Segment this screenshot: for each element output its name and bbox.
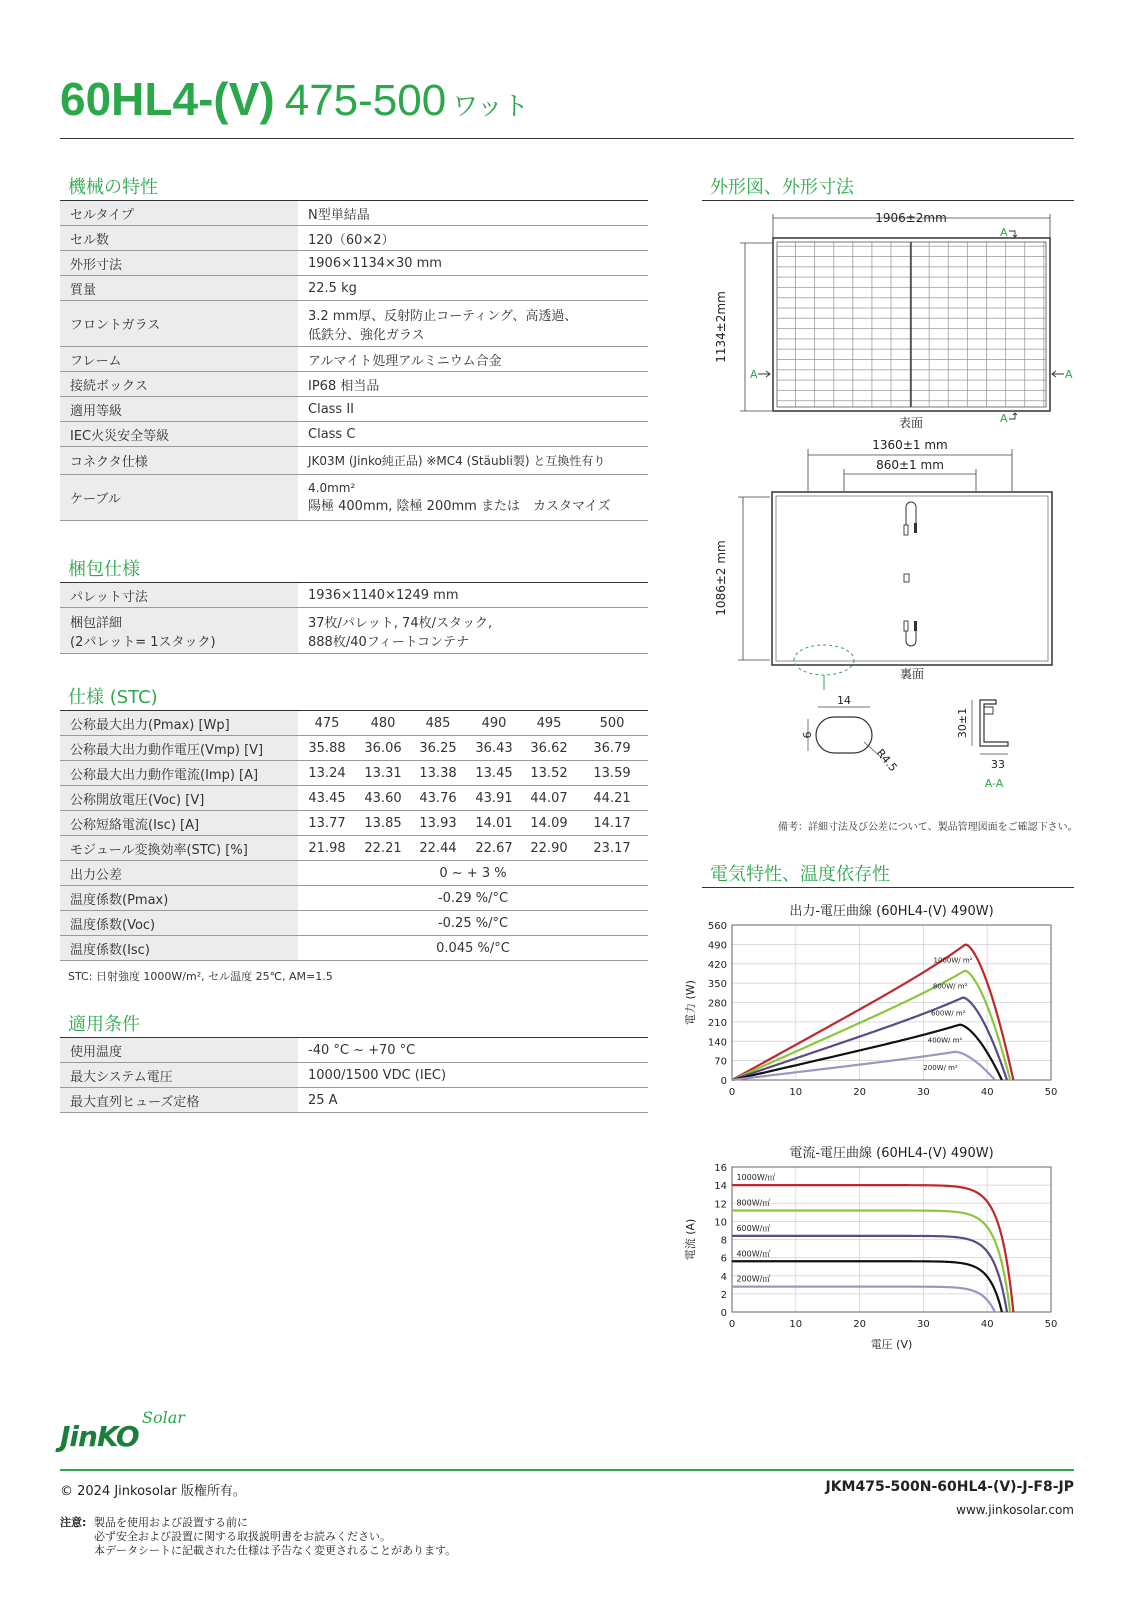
section-marker-top: A (1000, 226, 1008, 239)
table-row (60, 608, 648, 654)
table-cell: 0 ~ + 3 % (298, 861, 648, 886)
table-row (60, 226, 648, 251)
table-cell: 13.38 (410, 761, 466, 786)
front-view-label: 表面 (898, 416, 924, 430)
table-cell: -0.29 %/°C (298, 886, 648, 911)
y-tick-label: 6 (720, 1253, 727, 1265)
table-cell: 35.88 (298, 736, 356, 761)
series-label: 1000W/ m² (933, 956, 973, 965)
y-tick-label: 490 (707, 940, 727, 952)
back-span1-label: 1360±1 mm (872, 438, 948, 452)
front-view (714, 211, 1073, 430)
series-line (732, 1287, 995, 1312)
row-value: 120（60×2） (298, 226, 648, 251)
power-range: 475-500 (284, 76, 447, 125)
y-tick-label: 2 (720, 1289, 727, 1301)
row-value: 1906×1134×30 mm (298, 251, 648, 276)
table-cell: 13.24 (298, 761, 356, 786)
connector-icon (914, 523, 917, 533)
mounting-hole (816, 717, 872, 753)
row-label: セルタイプ (60, 201, 298, 226)
row-label: 公称最大出力(Pmax) [Wp] (60, 711, 298, 736)
conditions-title: 適用条件 (68, 1014, 140, 1035)
series-label: 800W/ m² (932, 982, 968, 991)
table-cell: 44.07 (522, 786, 576, 811)
junction-box-icon (904, 574, 909, 582)
chart-title: 出力-電圧曲線 (60HL4-(V) 490W) (789, 904, 994, 919)
series-label: 200W/㎡ (736, 1274, 771, 1284)
table-cell: 44.21 (576, 786, 648, 811)
table-cell: 43.91 (466, 786, 522, 811)
row-value: -40 °C ~ +70 °C (298, 1038, 648, 1063)
connector-icon (904, 525, 908, 535)
table-cell: 43.45 (298, 786, 356, 811)
y-tick-label: 350 (707, 979, 727, 991)
model-name: 60HL4-(V) (60, 73, 275, 125)
x-tick-label: 20 (853, 1087, 866, 1098)
hole-radius-label: R4.5 (873, 746, 900, 775)
x-tick-label: 50 (1044, 1087, 1058, 1098)
hole-height-label: 9 (800, 731, 813, 739)
hole-width-label: 14 (837, 694, 851, 707)
table-row (60, 251, 648, 276)
x-tick-label: 40 (980, 1319, 994, 1330)
table-cell: 36.43 (466, 736, 522, 761)
table-cell: 14.09 (522, 811, 576, 836)
mechanical-title: 機械の特性 (68, 177, 158, 198)
row-label (60, 608, 298, 654)
table-cell: 13.93 (410, 811, 466, 836)
module-drawing (700, 205, 1080, 830)
table-cell: 22.44 (410, 836, 466, 861)
section-marker-bottom: A (1000, 412, 1008, 425)
table-cell: 480 (356, 711, 410, 736)
power-voltage-chart (684, 904, 1090, 1130)
stc-title: 仕様 (STC) (68, 687, 158, 708)
y-tick-label: 4 (720, 1271, 727, 1283)
arrow-icon (1009, 231, 1017, 237)
table-row (60, 811, 648, 836)
row-label: 出力公差 (60, 861, 298, 886)
row-label: 質量 (60, 276, 298, 301)
frame-height-label: 30±1 (956, 707, 969, 739)
row-value: IP68 相当品 (298, 372, 648, 397)
x-tick-label: 30 (917, 1087, 930, 1098)
table-cell: 21.98 (298, 836, 356, 861)
series-line (732, 1185, 1013, 1312)
row-label: セル数 (60, 226, 298, 251)
note-line: 必ず安全および設置に関する取扱説明書をお読みください。 (94, 1530, 391, 1543)
table-row (60, 761, 648, 786)
table-row (60, 786, 648, 811)
series-line (732, 945, 1013, 1080)
website-link[interactable]: www.jinkosolar.com (956, 1503, 1074, 1517)
table-row (60, 301, 648, 347)
row-value-line2: 低鉄分、強化ガラス (308, 327, 425, 343)
front-height-label: 1134±2mm (714, 291, 728, 363)
series-label: 600W/㎡ (736, 1223, 771, 1233)
row-label: 外形寸法 (60, 251, 298, 276)
drawing-remark: 備考：詳細寸法及び公差について、製品管理図面をご確認下さい。 (778, 822, 1078, 833)
row-label: 適用等級 (60, 397, 298, 422)
table-cell: 36.06 (356, 736, 410, 761)
row-value: 25 A (298, 1088, 648, 1113)
note-line: 本データシートに記載された仕様は予告なく変更されることがあります。 (94, 1544, 457, 1557)
table-cell: 23.17 (576, 836, 648, 861)
row-value: Class II (298, 397, 648, 422)
row-label-line1: 梱包詳細 (70, 615, 123, 631)
section-marker-left: A (750, 368, 758, 381)
y-tick-label: 210 (707, 1017, 727, 1029)
row-label: パレット寸法 (60, 583, 298, 608)
series-label: 600W/ m² (930, 1009, 966, 1018)
table-row (60, 861, 648, 886)
frame-profile-inner (984, 707, 993, 714)
row-value-line2: 888枚/40フィートコンテナ (308, 634, 470, 650)
table-row (60, 936, 648, 961)
series-line (732, 1236, 1007, 1312)
stc-note: STC: 日射強度 1000W/m², セル温度 25℃, AM=1.5 (68, 970, 333, 983)
x-tick-label: 10 (789, 1087, 803, 1098)
row-value: アルマイト処理アルミニウム合金 (298, 347, 648, 372)
series-label: 200W/ m² (923, 1063, 958, 1072)
table-cell: 500 (576, 711, 648, 736)
back-height-label: 1086±2 mm (714, 540, 728, 616)
row-value-line1: 3.2 mm厚、反射防止コーティング、高透過、 (308, 308, 578, 324)
page-title (60, 72, 529, 126)
row-value (298, 608, 648, 654)
series-label: 400W/㎡ (736, 1249, 771, 1259)
row-label: 温度係数(Isc) (60, 936, 298, 961)
y-tick-label: 0 (720, 1308, 727, 1319)
table-row (60, 201, 648, 226)
table-cell: 13.52 (522, 761, 576, 786)
row-value (298, 475, 648, 521)
table-cell: 43.60 (356, 786, 410, 811)
row-value: 1000/1500 VDC (IEC) (298, 1063, 648, 1088)
row-value-line1: 37枚/パレット, 74枚/スタック, (308, 615, 493, 631)
table-cell: 485 (410, 711, 466, 736)
electrical-rule (702, 887, 1074, 888)
y-tick-label: 560 (707, 921, 727, 932)
table-cell: 495 (522, 711, 576, 736)
x-tick-label: 20 (853, 1319, 866, 1330)
series-label: 400W/ m² (927, 1036, 963, 1045)
table-cell: 490 (466, 711, 522, 736)
row-label: 公称開放電圧(Voc) [V] (60, 786, 298, 811)
row-value-line1: 4.0mm² (308, 481, 356, 495)
table-cell: 22.90 (522, 836, 576, 861)
table-cell: 14.01 (466, 811, 522, 836)
back-view-label: 裏面 (899, 667, 925, 681)
electrical-title: 電気特性、温度依存性 (710, 864, 890, 885)
table-row (60, 1063, 648, 1088)
table-cell: 36.25 (410, 736, 466, 761)
y-tick-label: 16 (714, 1163, 727, 1174)
table-row (60, 422, 648, 447)
row-label: 最大直列ヒューズ定格 (60, 1088, 298, 1113)
row-label: IEC火災安全等級 (60, 422, 298, 447)
note-label: 注意: (60, 1516, 87, 1529)
series-label: 1000W/㎡ (736, 1173, 776, 1183)
table-cell: 36.62 (522, 736, 576, 761)
row-label: フレーム (60, 347, 298, 372)
front-width-label: 1906±2mm (875, 211, 947, 225)
mounting-hole-detail (800, 694, 900, 774)
chart-title: 電流-電圧曲線 (60HL4-(V) 490W) (789, 1146, 994, 1161)
table-cell: 13.59 (576, 761, 648, 786)
x-tick-label: 0 (728, 1319, 736, 1330)
y-tick-label: 12 (714, 1199, 727, 1211)
table-cell: 0.045 %/°C (298, 936, 648, 961)
footer-rule (60, 1469, 1074, 1471)
series-label: 800W/㎡ (736, 1198, 771, 1208)
arrow-icon (1009, 413, 1017, 419)
mechanical-table (60, 201, 648, 521)
row-label: 温度係数(Pmax) (60, 886, 298, 911)
table-row (60, 736, 648, 761)
table-row (60, 397, 648, 422)
row-label: フロントガラス (60, 301, 298, 347)
table-cell: 22.21 (356, 836, 410, 861)
packaging-table (60, 583, 648, 654)
section-aa-label: A-A (984, 777, 1004, 790)
row-label-line2: (2パレット= 1スタック) (70, 634, 216, 650)
table-cell: 36.79 (576, 736, 648, 761)
back-panel-frame (772, 492, 1052, 665)
copyright: © 2024 Jinkosolar 版権所有。 (60, 1484, 246, 1499)
table-row (60, 836, 648, 861)
table-row (60, 1088, 648, 1113)
row-label: 最大システム電圧 (60, 1063, 298, 1088)
row-label: 公称最大出力動作電流(Imp) [A] (60, 761, 298, 786)
document-code: JKM475-500N-60HL4-(V)-J-F8-JP (825, 1479, 1074, 1495)
stc-table (60, 711, 648, 961)
series-line (732, 998, 1007, 1080)
x-tick-label: 30 (917, 1319, 930, 1330)
row-label: ケーブル (60, 475, 298, 521)
back-view (714, 438, 1052, 690)
row-value: 22.5 kg (298, 276, 648, 301)
table-cell: 13.77 (298, 811, 356, 836)
y-tick-label: 140 (707, 1037, 727, 1049)
row-value: Class C (298, 422, 648, 447)
table-cell: 13.31 (356, 761, 410, 786)
row-value: JK03M (Jinko純正品) ※MC4 (Stäubli製) と互換性有り (298, 447, 648, 475)
power-unit: ワット (452, 91, 529, 121)
x-axis-label: 電圧 (V) (870, 1338, 913, 1351)
x-tick-label: 40 (980, 1087, 994, 1098)
note-line: 製品を使用および設置する前に (94, 1516, 248, 1529)
back-span2-label: 860±1 mm (876, 458, 944, 472)
x-tick-label: 10 (789, 1319, 803, 1330)
table-row (60, 372, 648, 397)
row-label: 使用温度 (60, 1038, 298, 1063)
row-label: モジュール変換効率(STC) [%] (60, 836, 298, 861)
arrow-icon (1052, 371, 1064, 377)
x-tick-label: 50 (1044, 1319, 1058, 1330)
table-row (60, 911, 648, 936)
table-row (60, 276, 648, 301)
logo-jinko: JinKO (60, 1420, 139, 1453)
frame-width-label: 33 (991, 758, 1005, 771)
section-marker-right: A (1065, 368, 1073, 381)
table-row (60, 1038, 648, 1063)
row-label: コネクタ仕様 (60, 447, 298, 475)
table-row (60, 475, 648, 521)
table-cell: 22.67 (466, 836, 522, 861)
table-cell: -0.25 %/°C (298, 911, 648, 936)
jinko-logo (60, 1408, 200, 1460)
frame-section-detail (956, 700, 1008, 790)
y-tick-label: 10 (714, 1217, 727, 1229)
conditions-table (60, 1038, 648, 1113)
row-label: 接続ボックス (60, 372, 298, 397)
y-axis-label: 電流 (A) (684, 1218, 697, 1261)
x-tick-label: 0 (728, 1087, 736, 1098)
y-axis-label: 電力 (W) (684, 980, 697, 1025)
y-tick-label: 14 (714, 1181, 727, 1193)
y-tick-label: 8 (720, 1235, 727, 1247)
row-value: 1936×1140×1249 mm (298, 583, 648, 608)
table-cell: 475 (298, 711, 356, 736)
connector-icon (914, 621, 917, 631)
drawing-title: 外形図、外形寸法 (710, 177, 854, 198)
drawing-rule (702, 200, 1074, 201)
arrow-icon (758, 371, 770, 377)
title-rule (60, 138, 1074, 139)
connector-icon (904, 621, 908, 631)
table-row (60, 583, 648, 608)
current-voltage-chart (684, 1146, 1090, 1395)
table-cell: 13.45 (466, 761, 522, 786)
logo-solar: Solar (142, 1408, 185, 1427)
row-value (298, 301, 648, 347)
y-tick-label: 280 (707, 998, 727, 1010)
table-cell: 13.85 (356, 811, 410, 836)
table-cell: 43.76 (410, 786, 466, 811)
row-value: N型単結晶 (298, 201, 648, 226)
row-label: 公称最大出力動作電圧(Vmp) [V] (60, 736, 298, 761)
y-tick-label: 70 (714, 1056, 727, 1068)
packaging-title: 梱包仕様 (68, 559, 140, 580)
y-tick-label: 420 (707, 959, 727, 971)
table-row (60, 886, 648, 911)
table-row (60, 711, 648, 736)
table-cell: 14.17 (576, 811, 648, 836)
row-value-line2: 陽極 400mm, 陰極 200mm または カスタマイズ (308, 499, 611, 514)
table-row (60, 347, 648, 372)
y-tick-label: 0 (720, 1076, 727, 1087)
row-label: 温度係数(Voc) (60, 911, 298, 936)
row-label: 公称短絡電流(Isc) [A] (60, 811, 298, 836)
table-row (60, 447, 648, 475)
